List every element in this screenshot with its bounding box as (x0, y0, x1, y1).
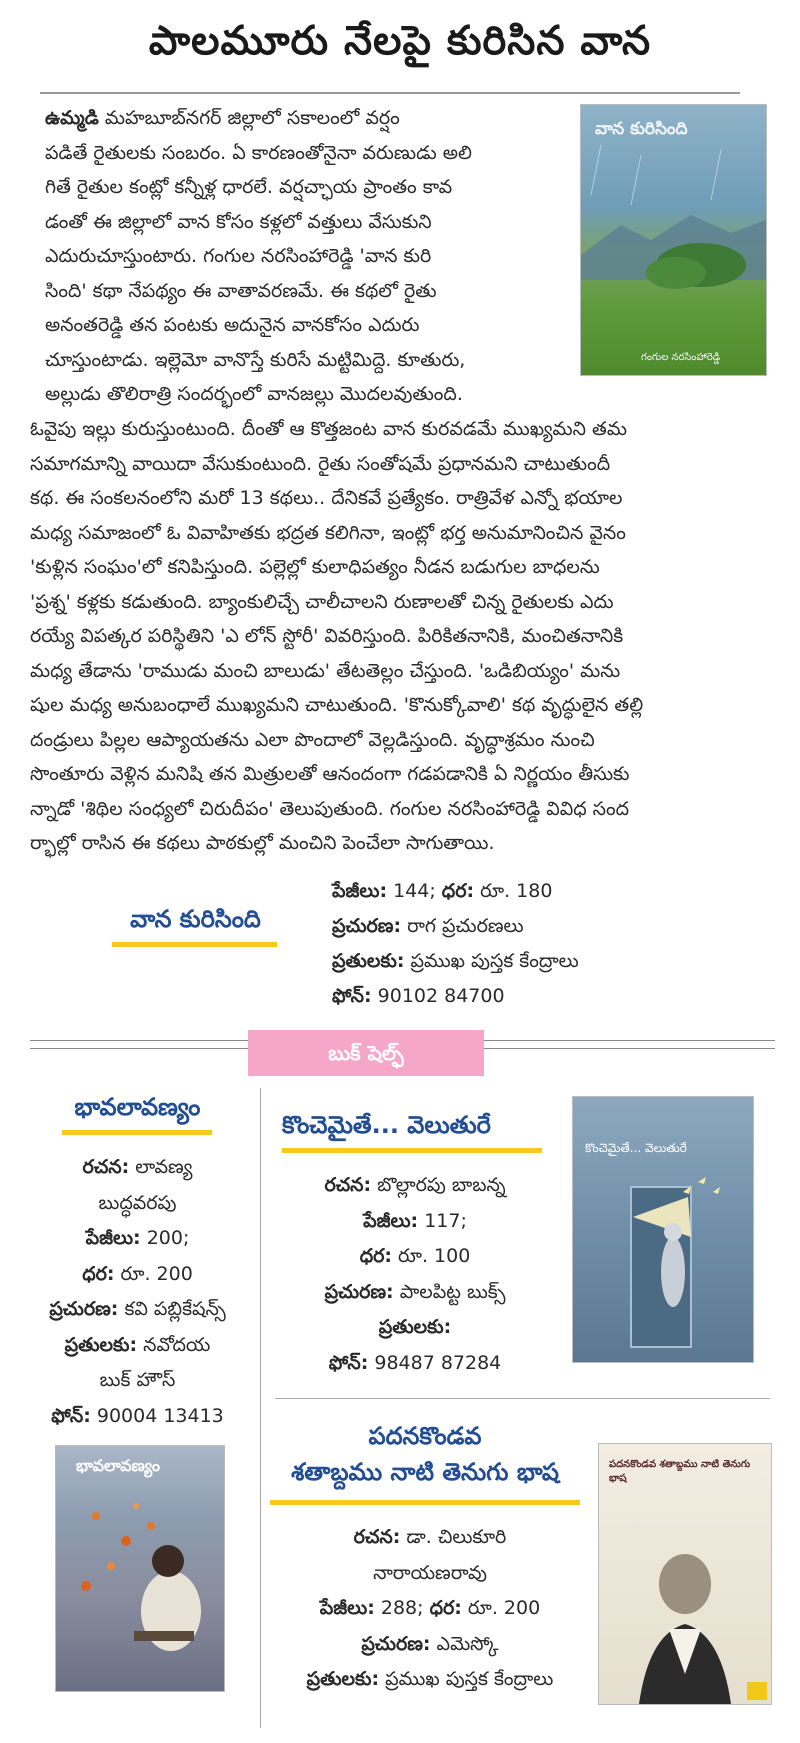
review-line: 'ప్రశ్న' కళ్లకు కడుతుంది. బ్యాంకులిచ్చే చాలీచాలని రుణాలతో చిన్న రైతులకు ఎదు (30, 590, 614, 613)
book3-title-underline (270, 1500, 580, 1505)
review-line: అల్లుడు తొలిరాత్రి సందర్భంలో వానజల్లు మొదలవుతుంది. (45, 383, 463, 405)
book2-info: రచన: బొల్లారపు బాబన్న పేజీలు: 117; ధర: రూ. 100 ప్రచురణ: పాలపిట్ట బుక్స్ ప్రతులకు: ఫోన్: 98487 87284 (324, 1174, 506, 1374)
cover-title: వాన కురిసింది (595, 119, 688, 139)
book1-title-underline (62, 1130, 212, 1135)
book3-title-line2: శతాబ్దము నాటి తెనుగు భాష (291, 1458, 559, 1486)
review-book-info (332, 874, 772, 1014)
book3-info: రచన: డా. చిలుకూరి నారాయణరావు పేజీలు: 288; ధర: రూ. 200 ప్రచురణ: ఎమెస్కో ప్రతులకు: ప్రముఖ పుస్తక కేంద్రాలు (306, 1526, 554, 1690)
book1-info: రచన: లావణ్య బుద్ధవరపు పేజీలు: 200; ధర: రూ. 200 ప్రచురణ: కవి పబ్లికేషన్స్ ప్రతులకు: నవోదయ బుక్ హౌస్ ఫోన్: 90004 13413 (49, 1156, 226, 1427)
review-body-narrow (45, 101, 575, 412)
review-book-cover (580, 104, 767, 376)
title-divider (40, 92, 740, 94)
review-line: ర్భాల్లో రాసిన ఈ కథలు పాఠకుల్లో మంచిని పెంచేలా సాగుతాయి. (30, 832, 495, 854)
book3-cover (598, 1443, 772, 1705)
title-underline (112, 942, 277, 947)
review-line: న్నాడో 'శిథిల సంధ్యలో చిరుదీపం' తెలుపుతుంది. గంగుల నరసింహారెడ్డి వివిధ సంద (30, 797, 630, 820)
cover-author: గంగుల నరసింహారెడ్డి (641, 352, 721, 363)
book2-title: కొంచెమైతే... వెలుతురే (282, 1111, 491, 1139)
review-line: చూస్తుంటాడు. ఇల్లెమో వానొస్తే కురిసే మట్టిమిద్దె. కూతురు, (45, 348, 466, 371)
review-line: 'కుళ్లిన సంఘం'లో కనిపిస్తుంది. పల్లెల్లో కులాధిపత్యం నీడన బడుగుల బాధలను (30, 556, 600, 578)
lead-word: ఉమ్మడి (45, 107, 99, 129)
page-title: పాలమూరు నేలపై కురిసిన వాన (148, 18, 652, 64)
info-copies: ప్రతులకు: ప్రముఖ పుస్తక కేంద్రాలు (332, 950, 579, 972)
book1-cover (55, 1445, 225, 1692)
cover-title: పదనకొండవ శతాబ్దము నాటి తెనుగు భాష (609, 1459, 751, 1484)
review-line: మధ్య తేడాను 'రాముడు మంచి బాలుడు' తేటతెల్లం చేస్తుంది. 'ఒడిబియ్యం' మను (30, 659, 621, 682)
book2-cover (572, 1096, 754, 1363)
book3-title-line1: పదనకొండవ (368, 1422, 482, 1450)
review-line: గితే రైతుల కంట్లో కన్నీళ్ల ధారలే. వర్షచ్ఛాయ ప్రాంతం కావ (45, 176, 453, 198)
cover-title: కొంచెమైతే... వెలుతురే (585, 1141, 687, 1155)
review-line: డంతో ఈ జిల్లాలో వాన కోసం కళ్లలో వత్తులు వేసుకుని (45, 210, 432, 233)
cover-art (573, 1097, 753, 1362)
review-line: రయ్యే విపత్కర పరిస్థితిని 'ఎ లోన్ స్టోరీ' వివరిస్తుంది. పిరికితనానికి, మంచితనానికి (30, 625, 624, 647)
info-pages-price: పేజీలు: 144; ధర: రూ. 180 (332, 880, 553, 902)
book-divider (275, 1398, 770, 1399)
review-line: ఓవైపు ఇల్లు కురుస్తుంటుంది. దీంతో ఆ కొత్తజంట వాన కురవడమే ముఖ్యమని తమ (30, 418, 627, 440)
review-line: సింది' కథా నేపథ్యం ఈ వాతావరణమే. ఈ కథలో రైతు (45, 279, 437, 302)
review-line: ఉమ్మడి మహబూబ్‌నగర్ జిల్లాలో సకాలంలో వర్షం (45, 107, 400, 129)
review-line: షుల మధ్య అనుబంధాలే ముఖ్యమని చాటుతుంది. 'కొనుక్కోవాలి' కథ వృద్ధులైన తల్లి (30, 694, 644, 716)
bookshelf-badge: బుక్ షెల్ఫ్ (248, 1030, 484, 1076)
review-line: దండ్రులు పిల్లల ఆప్యాయతను ఎలా పొందాలో వెల్లడిస్తుంది. వృద్ధాశ్రమం నుంచి (30, 728, 595, 751)
review-line: కథ. ఈ సంకలనంలోని మరో 13 కథలు.. దేనికవే ప్రత్యేకం. రాత్రివేళ ఎన్నో భయాల (30, 487, 623, 509)
cover-title: భావలావణ్యం (76, 1456, 160, 1475)
review-book-title: వాన కురిసింది (130, 905, 261, 933)
info-publisher: ప్రచురణ: రాగ ప్రచురణలు (332, 915, 524, 937)
review-line: అనంతరెడ్డి తన పంటకు అదునైన వానకోసం ఎదురు (45, 314, 420, 336)
review-line: పడితే రైతులకు సంబరం. ఏ కారణంతోనైనా వరుణుడు అలి (45, 141, 472, 164)
cover-art (581, 105, 766, 375)
column-divider (260, 1088, 261, 1728)
book2-title-underline (282, 1148, 542, 1153)
review-line: మధ్య సమాజంలో ఓ వివాహితకు భద్రత కలిగినా, ఇంట్లో భర్త అనుమానించిన వైనం (30, 521, 626, 544)
review-line: ఎదురుచూస్తుంటారు. గంగుల నరసింహారెడ్డి 'వాన కురి (45, 245, 432, 267)
cover-art (56, 1446, 224, 1691)
info-phone: ఫోన్: 90102 84700 (332, 985, 505, 1007)
review-line: సమాగమాన్ని వాయిదా వేసుకుంటుంది. రైతు సంతోషమే ప్రధానమని చాటుతుందీ (30, 452, 611, 475)
book1-title: భావలావణ్యం (74, 1093, 201, 1121)
review-line: సొంతూరు వెళ్లిన మనిషి తన మిత్రులతో ఆనందంగా గడపడానికి ఏ నిర్ణయం తీసుకు (30, 763, 630, 785)
review-body-wide (30, 412, 775, 861)
